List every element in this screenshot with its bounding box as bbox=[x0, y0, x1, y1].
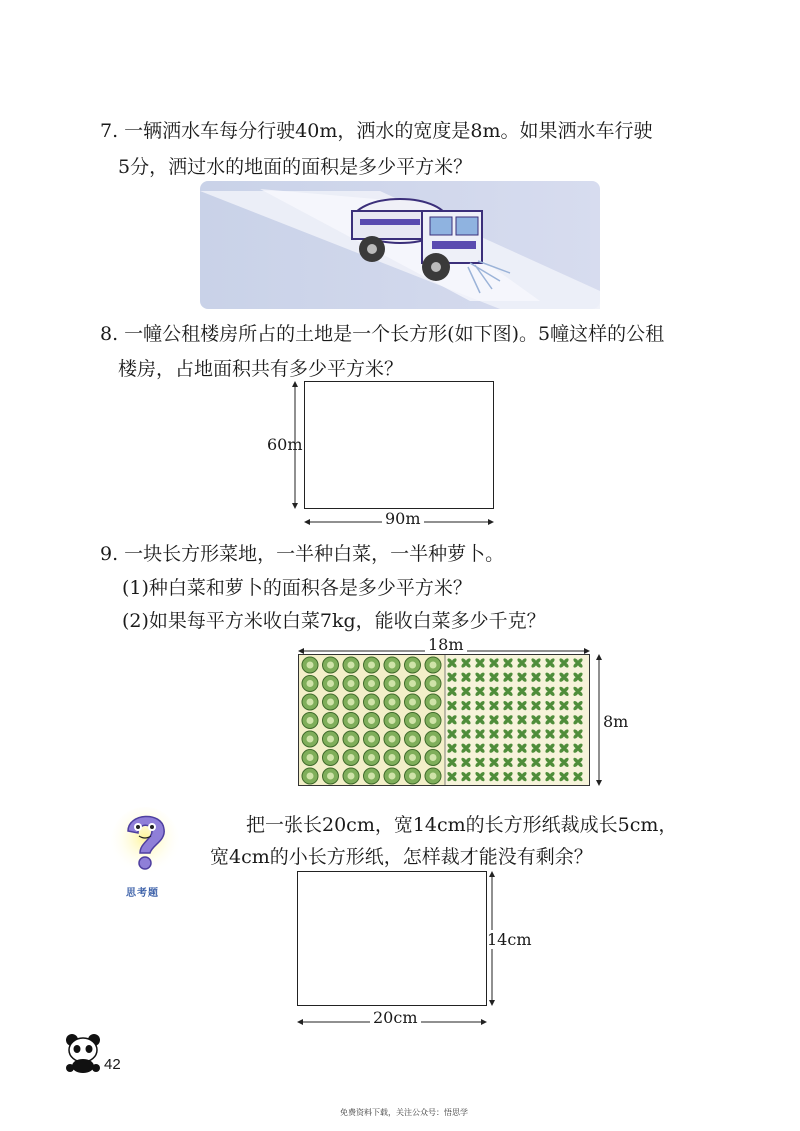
thinking-height-label: 14cm bbox=[487, 930, 532, 949]
q9-line1: 9. 一块长方形菜地，一半种白菜，一半种萝卜。 bbox=[100, 543, 505, 565]
q9-height-label: 8m bbox=[603, 712, 629, 731]
q7-line2: 5分，洒过水的地面的面积是多少平方米？ bbox=[118, 156, 473, 178]
thinking-width-label: 20cm bbox=[370, 1008, 421, 1027]
q8-line1: 8. 一幢公租楼房所占的土地是一个长方形(如下图)。5幢这样的公租 bbox=[100, 323, 665, 345]
thinking-badge-label: 思考题 bbox=[126, 888, 159, 899]
thinking-line2: 宽4cm的小长方形纸，怎样裁才能没有剩余？ bbox=[210, 846, 593, 868]
thinking-paper-rectangle bbox=[297, 871, 487, 1006]
q7-line1: 7. 一辆洒水车每分行驶40m，洒水的宽度是8m。如果洒水车行驶 bbox=[100, 120, 653, 142]
panda-icon bbox=[64, 1032, 102, 1074]
q8-height-label: 60m bbox=[267, 435, 303, 454]
footer-text: 免费资料下载，关注公众号：悟思学 bbox=[340, 1108, 468, 1117]
water-truck-illustration bbox=[200, 181, 600, 309]
q9-vegetable-field bbox=[298, 654, 590, 786]
q8-land-rectangle bbox=[304, 381, 494, 509]
q8-width-label: 90m bbox=[382, 509, 424, 528]
thinking-line1: 把一张长20cm，宽14cm的长方形纸裁成长5cm， bbox=[246, 814, 678, 836]
q9-line2: (1)种白菜和萝卜的面积各是多少平方米？ bbox=[122, 577, 472, 599]
q9-width-label: 18m bbox=[425, 635, 467, 654]
thinking-mascot-icon bbox=[110, 803, 180, 881]
q8-line2: 楼房，占地面积共有多少平方米？ bbox=[118, 358, 404, 380]
q9-line3: (2)如果每平方米收白菜7kg，能收白菜多少千克？ bbox=[122, 610, 546, 632]
page-number: 42 bbox=[104, 1056, 121, 1073]
